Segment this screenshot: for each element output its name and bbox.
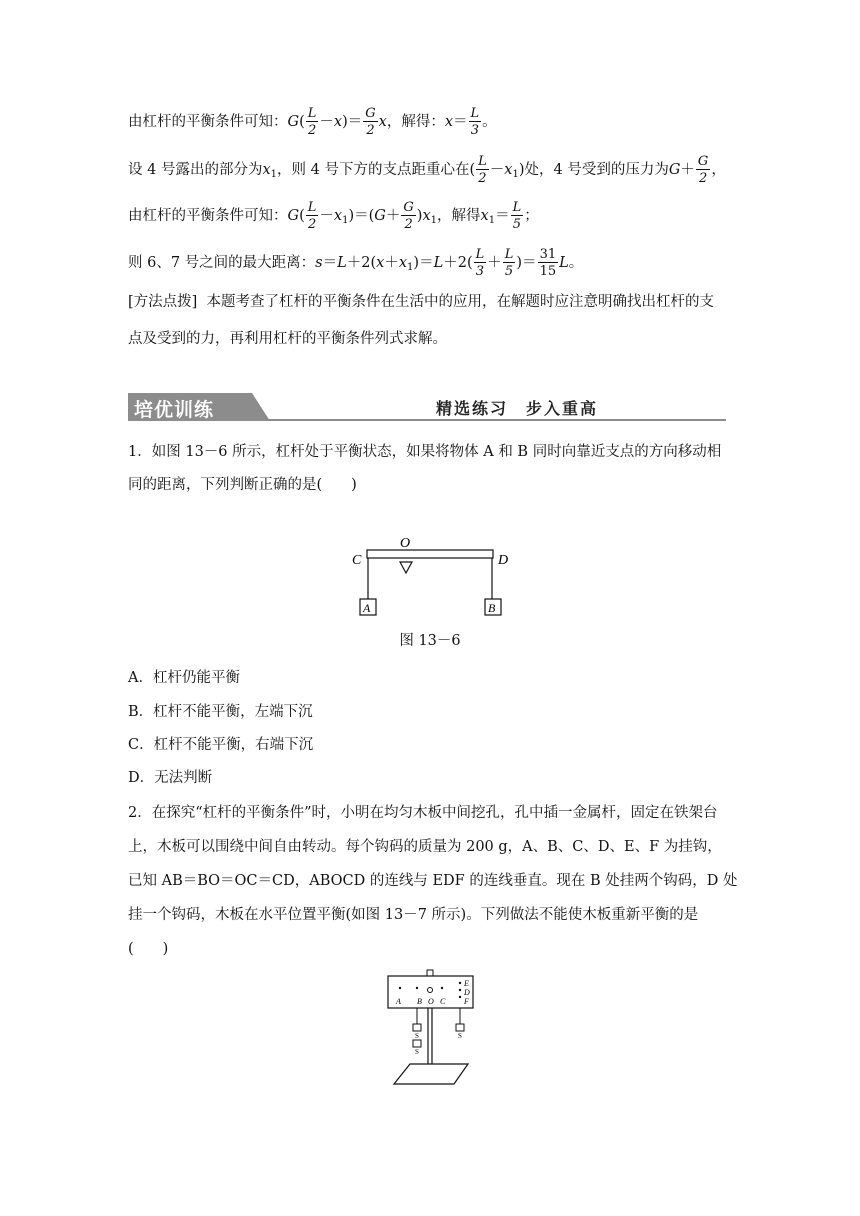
pivot-dot-o (428, 988, 433, 993)
option-a: A．杠杆仍能平衡 (128, 670, 240, 686)
question-2-number: 2． (128, 805, 152, 821)
figure-13-6-caption: 图 13－6 (399, 633, 461, 649)
label-d: D (498, 553, 509, 568)
weight-s-label-b1: S (415, 1032, 419, 1040)
fig2-label-e: E (464, 979, 469, 988)
fig2-label-b: B (417, 997, 422, 1006)
weight-s-label-d1: S (458, 1032, 462, 1040)
solution-line-2: 设 4 号露出的部分为$x_1$，则 4 号下方的支点距重心在( $\frac{L}{2}$ $-x_1$)处，4 号受到的压力为G＋ $\frac{G}{2}$ ， (128, 154, 726, 186)
solution-line-3: 由杠杆的平衡条件可知：G( $\frac{L}{2}$ $-x_1)=(G+$ $\frac{G}{2}$ )$x_1$，解得$x_1=$ $\frac{L}{5}$ ； (128, 200, 539, 232)
section-banner (128, 393, 598, 423)
label-a: A (363, 601, 371, 615)
question-1-number: 1． (128, 444, 152, 460)
label-c: C (352, 553, 362, 568)
hook-dot-b (416, 987, 418, 989)
hook-dot-c (441, 987, 443, 989)
board-apparatus-figure (380, 966, 480, 1090)
label-b: B (488, 601, 496, 615)
hook-dot-f (459, 996, 461, 998)
fig2-label-f: F (464, 997, 469, 1006)
fig2-label-o: O (428, 997, 434, 1006)
lever-figure (340, 532, 520, 624)
method-tip-line-2: 点及受到的力，再利用杠杆的平衡条件列式求解。 (128, 331, 447, 347)
question-2-line-5: ( ) (128, 941, 169, 957)
weight-b-1 (413, 1024, 421, 1031)
weight-b-2 (413, 1040, 421, 1047)
option-c: C．杠杆不能平衡，右端下沉 (128, 737, 314, 753)
solution-line-1: 由杠杆的平衡条件可知：G( $\frac{L}{2}$ －x)＝ $\frac{G}{2}$ x，解得：x＝ $\frac{L}{3}$ 。 (128, 106, 497, 138)
question-1-line-1: 1．如图 13－6 所示，杠杆处于平衡状态，如果将物体 A 和 B 同时向靠近支点的方向移动相 (128, 444, 722, 460)
fig2-label-c: C (440, 997, 446, 1006)
question-2-line-2: 上，木板可以围绕中间自由转动。每个钩码的质量为 200 g，A、B、C、D、E、F 为挂钩， (128, 839, 722, 855)
banner-subtitle: 精选练习 步入重高 (435, 399, 598, 418)
solution-line-4: 则 6、7 号之间的最大距离：$s=L+2(x+x_1)=L+2$( $\frac{L}{3}$ ＋ $\frac{L}{5}$ )＝ $\frac{31}{15}$ L。 (128, 247, 584, 279)
banner-title: 培优训练 (134, 399, 215, 421)
question-2-line-1: 2．在探究“杠杆的平衡条件”时，小明在均匀木板中间挖孔，孔中插一金属杆，固定在铁架台 (128, 805, 718, 821)
method-tip-line-1: [方法点拨] 本题考查了杠杆的平衡条件在生活中的应用，在解题时应注意明确找出杠杆的支 (128, 294, 715, 310)
fulcrum-icon (400, 562, 412, 573)
label-o: O (400, 536, 411, 551)
stand-base (394, 1064, 468, 1084)
banner-rule (256, 419, 726, 421)
method-tip-label: [方法点拨] (128, 294, 198, 310)
weight-s-label-b2: S (415, 1048, 419, 1056)
rod-top-knob (427, 970, 433, 976)
fig2-label-d: D (464, 988, 470, 997)
option-b: B．杠杆不能平衡，左端下沉 (128, 704, 313, 720)
question-2-line-4: 挂一个钩码，木板在水平位置平衡(如图 13－7 所示)。下列做法不能使木板重新平衡的是 (128, 907, 699, 923)
option-d: D．无法判断 (128, 770, 213, 786)
hook-dot-e (459, 982, 461, 984)
question-1-line-2: 同的距离，下列判断正确的是( ) (128, 477, 357, 493)
question-2-line-3: 已知 AB＝BO＝OC＝CD，ABOCD 的连线与 EDF 的连线垂直。现在 B 处挂两个钩码，D 处 (128, 873, 738, 889)
hook-dot-d (459, 989, 461, 991)
fig2-label-a: A (396, 997, 401, 1006)
hook-dot-a (399, 987, 401, 989)
weight-d-1 (456, 1024, 464, 1031)
lever-beam (367, 550, 493, 558)
